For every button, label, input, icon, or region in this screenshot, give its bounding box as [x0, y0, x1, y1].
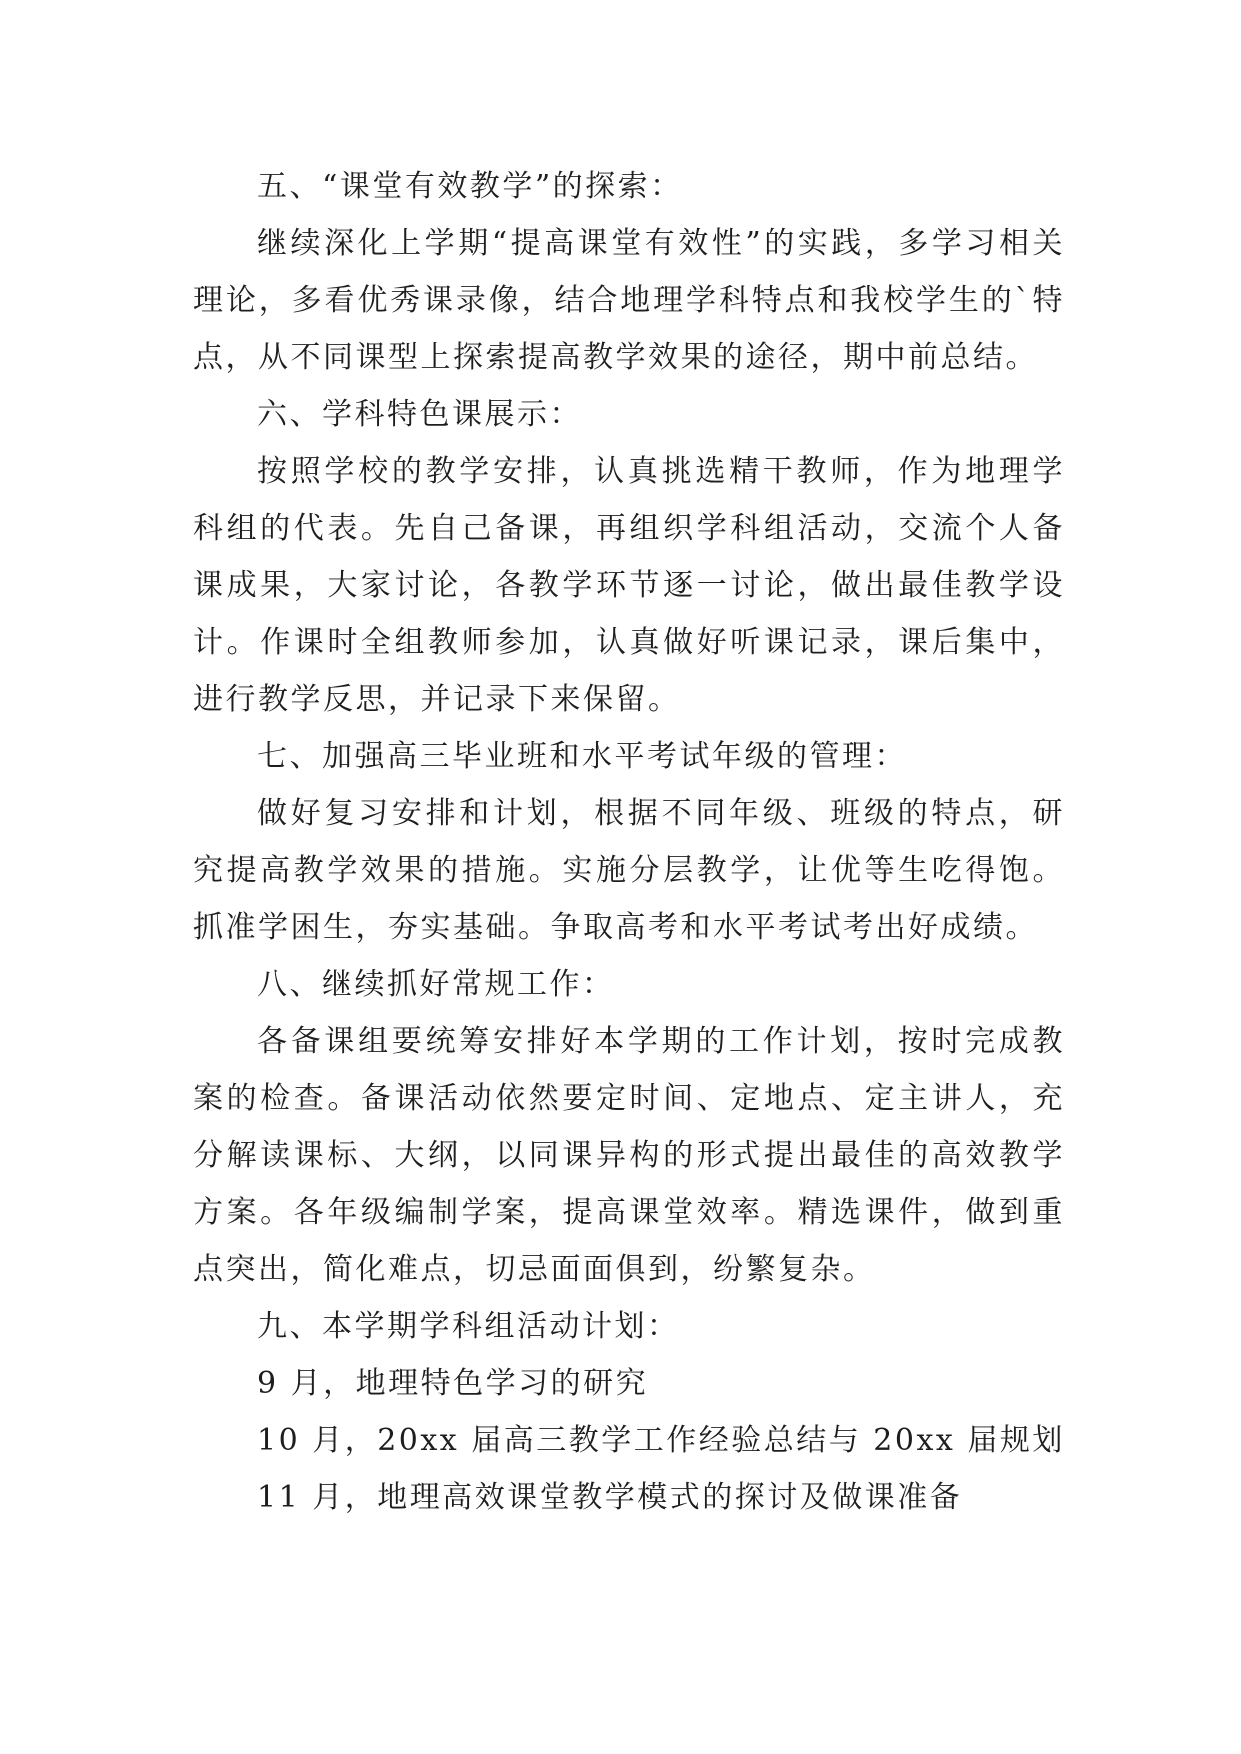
schedule-item-october: 10 月，20xx 届高三教学工作经验总结与 20xx 届规划: [257, 1423, 1065, 1458]
section-paragraph-6: 按照学校的教学安排，认真挑选精干教师，作为地理学科组的代表。先自己备课，再组织学科组活动，交流个人备课成果，大家讨论，各教学环节逐一讨论，做出最佳教学设计。作课时全组教师参加，认真做好听课记录，课后集中，进行教学反思，并记录下来保留。: [193, 454, 1065, 717]
section-heading-9: 九、本学期学科组活动计划：: [257, 1309, 680, 1344]
section-heading-5: 五、“课堂有效教学”的探索：: [257, 169, 683, 204]
section-paragraph-7: 做好复习安排和计划，根据不同年级、班级的特点，研究提高教学效果的措施。实施分层教学，让优等生吃得饱。抓准学困生，夯实基础。争取高考和水平考试考出好成绩。: [193, 796, 1065, 945]
schedule-item-november: 11 月，地理高效课堂教学模式的探讨及做课准备: [257, 1480, 963, 1515]
section-heading-7: 七、加强高三毕业班和水平考试年级的管理：: [257, 739, 907, 774]
section-heading-6: 六、学科特色课展示：: [257, 397, 582, 432]
schedule-item-september: 9 月，地理特色学习的研究: [257, 1366, 649, 1401]
section-paragraph-5: 继续深化上学期“提高课堂有效性”的实践，多学习相关理论，多看优秀课录像，结合地理学科特点和我校学生的`特点，从不同课型上探索提高教学效果的途径，期中前总结。: [193, 226, 1065, 375]
document-body: [193, 158, 1065, 1526]
section-paragraph-8: 各备课组要统筹安排好本学期的工作计划，按时完成教案的检查。备课活动依然要定时间、定地点、定主讲人，充分解读课标、大纲，以同课异构的形式提出最佳的高效教学方案。各年级编制学案，提高课堂效率。精选课件，做到重点突出，简化难点，切忌面面俱到，纷繁复杂。: [193, 1024, 1065, 1287]
section-heading-8: 八、继续抓好常规工作：: [257, 967, 615, 1002]
